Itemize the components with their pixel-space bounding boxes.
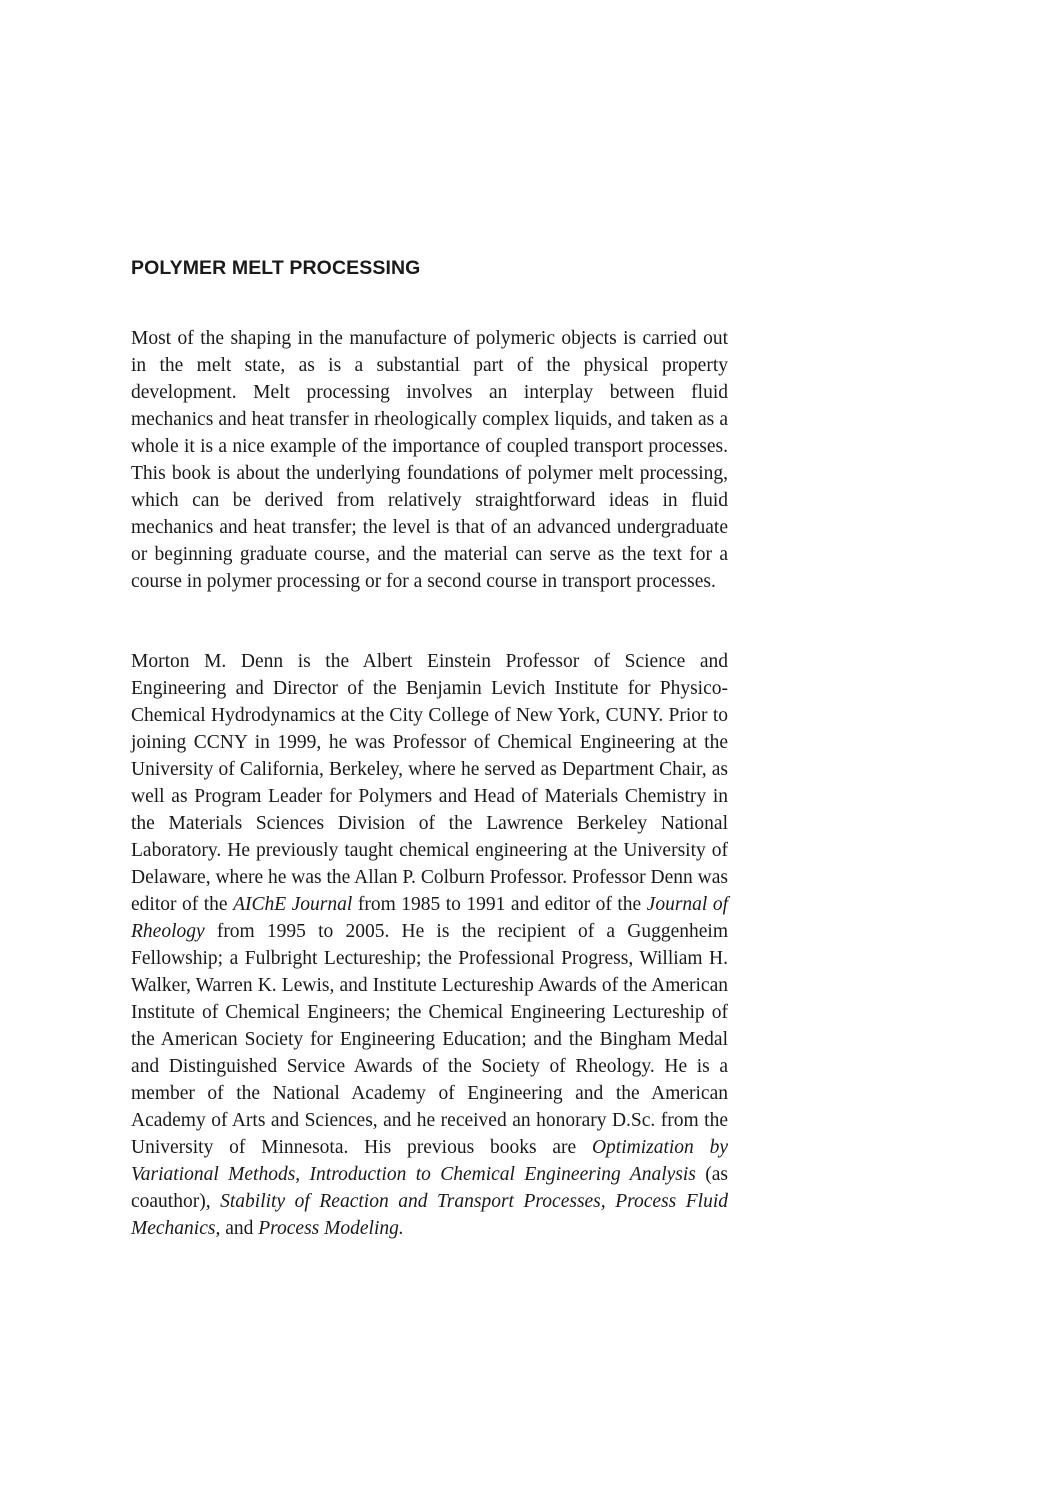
book-description: Most of the shaping in the manufacture of polymeric objects is carried out in the melt state, as is a substantial part of the physical property development. Melt processing involves an interplay between fluid mechanics and heat transfer in rheologically complex liquids, and taken as a whole it is a nice example of the importance of coupled transport processes. This book is about the underlying foundations of polymer melt processing, which can be derived from relatively straightforward ideas in fluid mechanics and heat transfer; the level is that of an advanced undergraduate or beginning graduate course, and the material can serve as the text for a course in polymer processing or for a second course in transport processes. <box>131 328 728 592</box>
book-title: POLYMER MELT PROCESSING <box>131 257 421 279</box>
book-titles-2: Stability of Reaction and Transport Processes, Process Fluid Mechanics, <box>131 1191 728 1239</box>
bio-text-5: and <box>220 1218 259 1239</box>
book-titles-1: Optimization by Variational Methods, Introduction to Chemical Engineering Analysis <box>131 1137 728 1185</box>
author-biography <box>131 648 728 1242</box>
journal-title-aiche: AIChE Journal <box>233 894 353 915</box>
bio-text-4: (as coauthor), <box>131 1164 728 1212</box>
bio-text-2: from 1985 to 1991 and editor of the <box>352 894 647 915</box>
journal-title-rheology: Journal of Rheology <box>131 894 729 942</box>
book-titles-3: Process Modeling. <box>258 1218 404 1239</box>
bio-text-1: Morton M. Denn is the Albert Einstein Professor of Science and Engineering and Director of the Benjamin Levich Institute for Physico-Chemical Hydrodynamics at the City College of New York, CUNY. Prior to joining CCNY in 1999, he was Professor of Chemical Engineering at the University of California, Berkeley, where he served as Department Chair, as well as Program Leader for Polymers and Head of Materials Chemistry in the Materials Sciences Division of the Lawrence Berkeley National Laboratory. He previously taught chemical engineering at the University of Delaware, where he was the Allan P. Colburn Professor. Professor Denn was editor of the <box>131 651 728 915</box>
bio-text-3: from 1995 to 2005. He is the recipient of a Guggenheim Fellowship; a Fulbright Lectureship; the Professional Progress, William H. Walker, Warren K. Lewis, and Institute Lectureship Awards of the American Institute of Chemical Engineers; the Chemical Engineering Lectureship of the American Society for Engineering Education; and the Bingham Medal and Distinguished Service Awards of the Society of Rheology. He is a member of the National Academy of Engineering and the American Academy of Arts and Sciences, and he received an honorary D.Sc. from the University of Minnesota. His previous books are <box>131 921 728 1158</box>
